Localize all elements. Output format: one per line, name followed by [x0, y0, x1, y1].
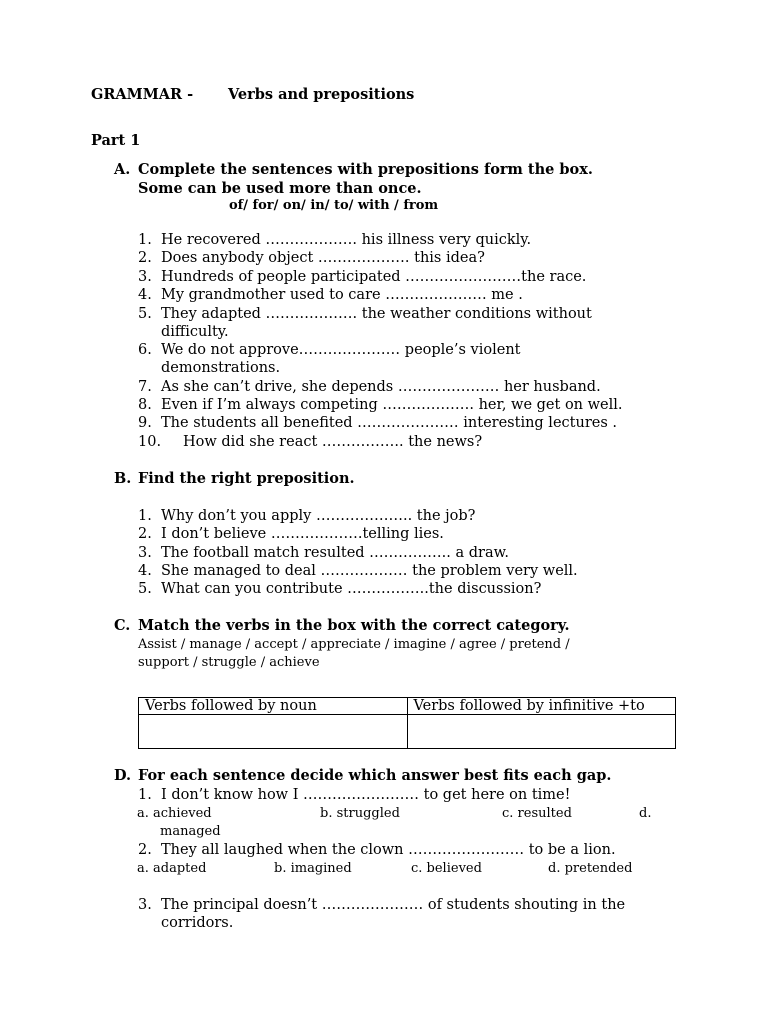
item-number: 2. — [138, 250, 152, 266]
title-topic: Verbs and prepositions — [228, 86, 415, 103]
list-item — [138, 562, 578, 580]
list-item — [138, 544, 509, 562]
list-item — [138, 433, 482, 451]
item-text: Hundreds of people participated ……………………the race. — [161, 269, 587, 285]
item-text: My grandmother used to care ………………… me . — [161, 287, 523, 303]
question-2 — [138, 841, 616, 859]
section-c-instruction: Match the verbs in the box with the correct category. — [138, 617, 570, 634]
list-item — [138, 525, 444, 543]
section-d-heading — [114, 767, 611, 784]
option-d-word[interactable]: managed — [160, 824, 221, 839]
item-number: 4. — [138, 287, 152, 303]
section-d-letter: D. — [114, 767, 132, 784]
item-text-continued: difficulty. — [161, 324, 229, 340]
item-number: 1. — [138, 232, 152, 248]
list-item — [138, 268, 586, 286]
list-item — [138, 396, 623, 414]
verb-box-line2: support / struggle / achieve — [138, 654, 320, 670]
section-c-letter: C. — [114, 617, 131, 634]
answer-cell-infinitive[interactable] — [407, 715, 676, 749]
question-2-options — [138, 860, 678, 878]
question-3 — [138, 896, 625, 932]
item-number: 1. — [138, 508, 152, 524]
question-text: They all laughed when the clown …………………… to be a lion. — [161, 842, 616, 858]
item-text: Does anybody object ………………. this idea? — [161, 250, 485, 266]
option-a[interactable]: a. achieved — [137, 806, 212, 821]
item-number: 2. — [138, 526, 152, 542]
option-b[interactable]: b. imagined — [274, 861, 352, 876]
section-d-instruction: For each sentence decide which answer best fits each gap. — [138, 767, 612, 784]
item-text: Even if I’m always competing ………………. her, we get on well. — [161, 397, 623, 413]
item-number: 2. — [138, 842, 152, 858]
section-b-heading — [114, 470, 355, 487]
answer-cell-noun[interactable] — [139, 715, 408, 749]
item-number: 9. — [138, 415, 152, 431]
item-text: She managed to deal ……………… the problem very well. — [161, 563, 578, 579]
item-text: We do not approve………………… people’s violent — [161, 342, 521, 358]
item-number: 10. — [138, 434, 162, 450]
option-a[interactable]: a. adapted — [137, 861, 207, 876]
question-1-options — [138, 805, 678, 841]
question-1 — [138, 786, 570, 804]
item-number: 3. — [138, 897, 152, 913]
question-text-continued: corridors. — [161, 915, 234, 931]
list-item — [138, 414, 617, 432]
section-a-instruction: Complete the sentences with prepositions form the box. — [138, 161, 593, 178]
option-c[interactable]: c. resulted — [502, 806, 572, 821]
item-text: They adapted ………………. the weather conditions without — [161, 306, 592, 322]
item-number: 5. — [138, 581, 152, 597]
section-a-instruction-line2: Some can be used more than once. — [138, 180, 422, 197]
item-text: The students all benefited ………………… interesting lectures . — [161, 415, 617, 431]
verb-box-line1: Assist / manage / accept / appreciate / imagine / agree / pretend / — [138, 637, 570, 652]
section-c-heading — [114, 617, 570, 634]
list-item — [138, 580, 541, 598]
section-b-instruction: Find the right preposition. — [138, 470, 355, 487]
option-d[interactable]: d. — [639, 806, 652, 821]
item-number: 7. — [138, 379, 152, 395]
verb-box — [138, 636, 570, 671]
item-number: 5. — [138, 306, 152, 322]
option-b[interactable]: b. struggled — [320, 806, 400, 821]
item-number: 3. — [138, 545, 152, 561]
option-d[interactable]: d. pretended — [548, 861, 633, 876]
item-text: Why don’t you apply ……………….. the job? — [161, 508, 476, 524]
item-text: How did she react …………….. the news? — [183, 434, 483, 450]
column-header-noun: Verbs followed by noun — [139, 698, 408, 715]
item-number: 3. — [138, 269, 152, 285]
list-item — [138, 341, 520, 377]
item-text: He recovered ………………. his illness very quickly. — [161, 232, 532, 248]
item-text-continued: demonstrations. — [161, 360, 281, 376]
worksheet-title — [91, 86, 415, 103]
item-number: 6. — [138, 342, 152, 358]
item-text: The football match resulted …………….. a draw. — [161, 545, 509, 561]
part-heading: Part 1 — [91, 132, 141, 149]
item-number: 4. — [138, 563, 152, 579]
section-a-letter: A. — [114, 161, 131, 178]
question-text: I don’t know how I …………………… to get here on time! — [161, 787, 571, 803]
option-c[interactable]: c. believed — [411, 861, 482, 876]
section-b-letter: B. — [114, 470, 132, 487]
item-text: What can you contribute ……………..the discussion? — [161, 581, 542, 597]
title-label: GRAMMAR - — [91, 86, 194, 103]
item-text: As she can’t drive, she depends ………………… her husband. — [161, 379, 601, 395]
item-number: 8. — [138, 397, 152, 413]
item-number: 1. — [138, 787, 152, 803]
list-item — [138, 305, 592, 341]
preposition-box: of/ for/ on/ in/ to/ with / from — [229, 198, 439, 213]
list-item — [138, 378, 601, 396]
category-table — [138, 697, 676, 749]
column-header-infinitive: Verbs followed by infinitive +to — [407, 698, 676, 715]
list-item — [138, 231, 531, 249]
list-item — [138, 249, 485, 267]
list-item — [138, 507, 475, 525]
section-a-heading — [114, 161, 593, 178]
item-text: I don’t believe ……………….telling lies. — [161, 526, 444, 542]
question-text: The principal doesn’t ………………… of students shouting in the — [161, 897, 626, 913]
list-item — [138, 286, 523, 304]
